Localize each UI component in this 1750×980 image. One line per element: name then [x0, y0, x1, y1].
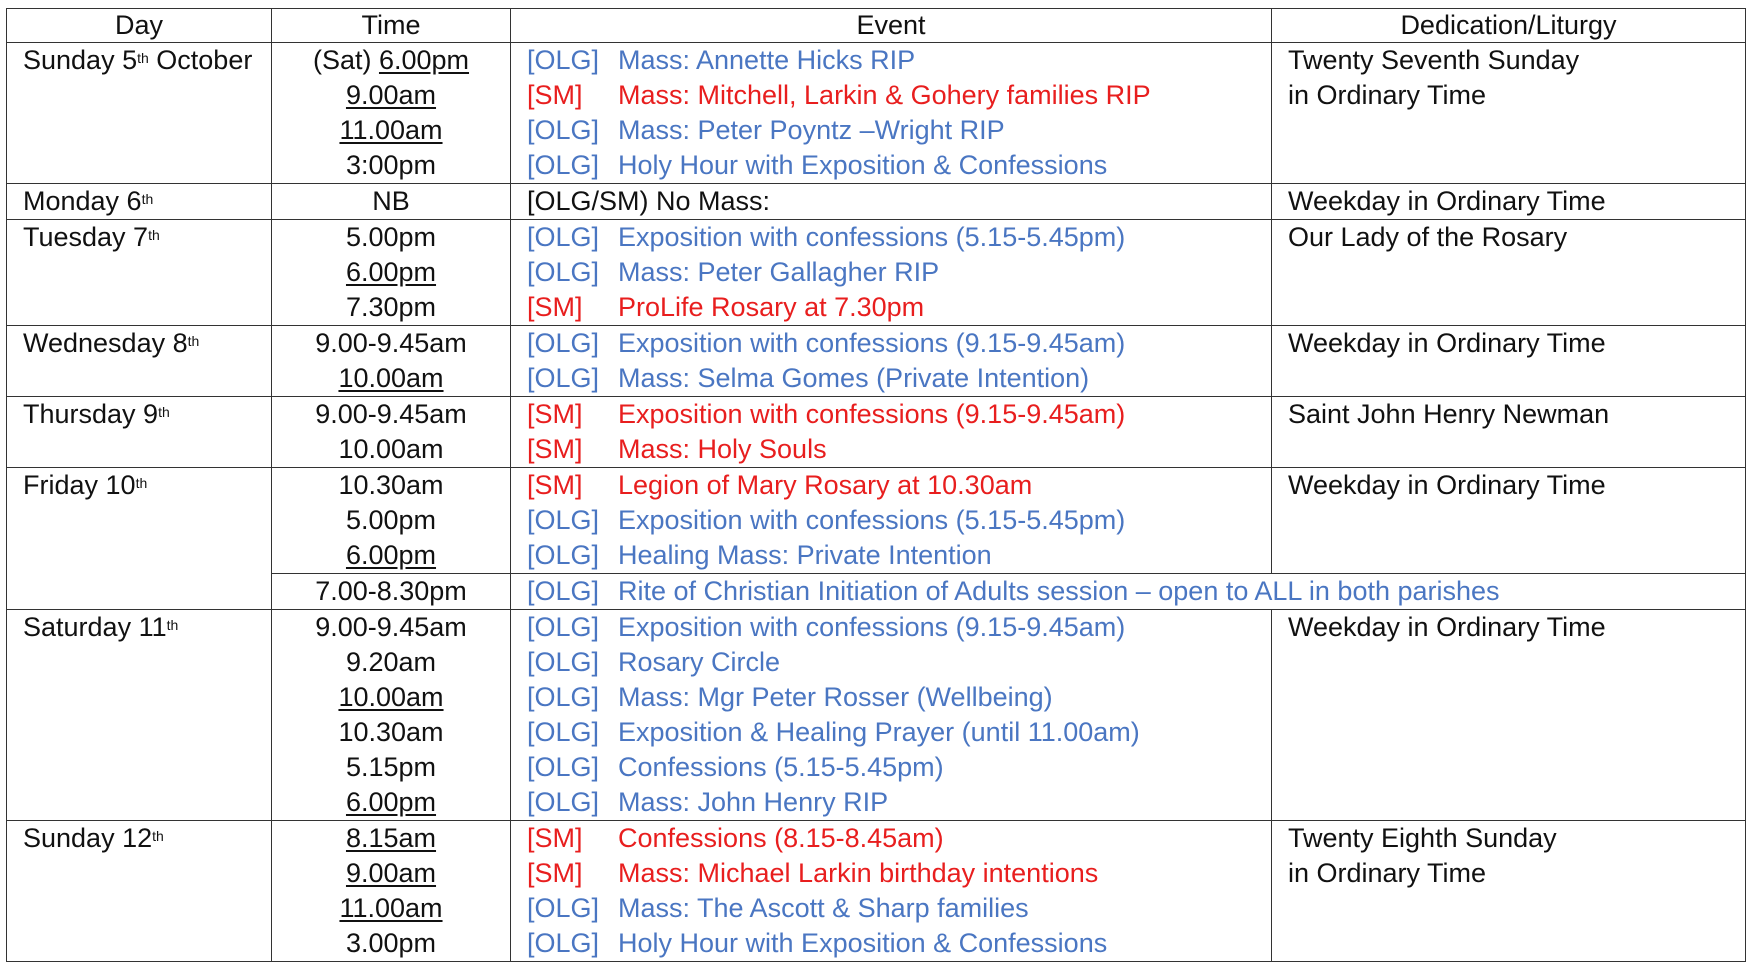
time-value: 6.00pm: [345, 540, 437, 570]
time-line: [272, 538, 510, 573]
parish-tag: [OLG]: [527, 505, 600, 535]
time-value: 7.30pm: [345, 292, 437, 322]
schedule-row: [7, 610, 1746, 821]
time-cell: [272, 397, 511, 468]
day-name: Thursday 9: [23, 399, 159, 429]
event-text: Exposition with confessions (9.15-9.45am): [618, 399, 1126, 429]
dedication-cell: [1272, 821, 1746, 962]
day-label: [23, 220, 271, 255]
time-cell: [272, 43, 511, 184]
time-line: [272, 326, 510, 361]
dedication-cell: [1272, 220, 1746, 326]
event-text: Holy Hour with Exposition & Confessions: [618, 150, 1108, 180]
dedication-cell: [1272, 43, 1746, 184]
parish-tag: [OLG]: [527, 257, 600, 287]
time-value: 10.00am: [338, 434, 444, 464]
event-line: [527, 574, 1745, 609]
day-label: [23, 610, 271, 645]
day-label: [23, 326, 271, 361]
parish-tag: [SM]: [527, 470, 583, 500]
parish-tag: [OLG]: [527, 928, 600, 958]
dedication-cell: [1272, 184, 1746, 220]
event-line: [527, 113, 1271, 148]
header-event: Event: [511, 9, 1272, 43]
schedule-row: [7, 326, 1746, 397]
day-name: Sunday 5: [23, 45, 138, 75]
event-text: Mass: Holy Souls: [618, 434, 827, 464]
time-line: [272, 468, 510, 503]
event-cell: [511, 326, 1272, 397]
parish-tag: [OLG]: [527, 752, 600, 782]
time-line: [272, 361, 510, 396]
dedication-cell: [1272, 610, 1746, 821]
event-text: Mass: Selma Gomes (Private Intention): [618, 363, 1090, 393]
dedication-cell: [1272, 397, 1746, 468]
event-text: Exposition with confessions (5.15-5.45pm): [618, 222, 1126, 252]
event-text: Exposition with confessions (9.15-9.45am): [618, 612, 1126, 642]
dedication-line: Weekday in Ordinary Time: [1288, 328, 1606, 358]
time-cell: [272, 468, 511, 574]
parish-tag: [OLG]: [527, 150, 600, 180]
schedule-row: [7, 468, 1746, 574]
event-text: Holy Hour with Exposition & Confessions: [618, 928, 1108, 958]
parish-tag: [OLG]: [527, 612, 600, 642]
event-text: Exposition with confessions (9.15-9.45am): [618, 328, 1126, 358]
day-cell: [7, 468, 272, 610]
time-value: 5.15pm: [345, 752, 437, 782]
schedule-body: [7, 43, 1746, 962]
parish-tag: [OLG]: [527, 115, 600, 145]
time-value: 3:00pm: [345, 150, 437, 180]
day-ordinal-suffix: th: [187, 333, 200, 349]
day-name: Wednesday 8: [23, 328, 188, 358]
time-cell: [272, 821, 511, 962]
event-line: [527, 856, 1271, 891]
dedication-cell: [1272, 468, 1746, 574]
event-line: [527, 432, 1271, 467]
time-value: 11.00am: [339, 893, 443, 923]
event-cell-wide: [511, 574, 1746, 610]
day-cell: [7, 397, 272, 468]
time-line: [272, 43, 510, 78]
time-value: 5.00pm: [345, 505, 437, 535]
mass-schedule-table: [6, 8, 1746, 962]
day-name: Sunday 12: [23, 823, 153, 853]
time-cell: [272, 326, 511, 397]
time-value: NB: [372, 186, 410, 216]
day-name: Monday 6: [23, 186, 142, 216]
day-name: Saturday 11: [23, 612, 167, 642]
event-line: [527, 715, 1271, 750]
time-line: [272, 856, 510, 891]
dedication-cell: [1272, 326, 1746, 397]
time-line: [272, 715, 510, 750]
time-cell: [272, 184, 511, 220]
event-text: Mass: Peter Poyntz –Wright RIP: [618, 115, 1005, 145]
time-value: 9.00-9.45am: [315, 612, 467, 642]
event-text: Mass: The Ascott & Sharp families: [618, 893, 1029, 923]
event-line: [527, 750, 1271, 785]
event-cell: [511, 821, 1272, 962]
event-line: [527, 891, 1271, 926]
time-value: 9.00-9.45am: [315, 328, 467, 358]
time-value: 11.00am: [339, 115, 443, 145]
event-text: Exposition with confessions (5.15-5.45pm): [618, 505, 1126, 535]
parish-tag: [OLG]: [527, 328, 600, 358]
event-text: [OLG/SM) No Mass:: [527, 186, 771, 216]
event-text: Mass: John Henry RIP: [618, 787, 889, 817]
time-value: 10.00am: [338, 363, 444, 393]
parish-tag: [OLG]: [527, 717, 600, 747]
day-cell: [7, 821, 272, 962]
event-text: Mass: Mitchell, Larkin & Gohery families RIP: [618, 80, 1151, 110]
parish-tag: [SM]: [527, 399, 583, 429]
time-line: [272, 926, 510, 961]
event-line: [527, 680, 1271, 715]
parish-tag: [OLG]: [527, 540, 600, 570]
time-value: 6.00pm: [345, 257, 437, 287]
day-ordinal-suffix: th: [158, 404, 170, 420]
dedication-line: in Ordinary Time: [1288, 80, 1487, 110]
event-text: Mass: Annette Hicks RIP: [618, 45, 916, 75]
time-line: [272, 397, 510, 432]
day-ordinal-suffix: th: [137, 50, 149, 66]
event-text: ProLife Rosary at 7.30pm: [618, 292, 925, 322]
parish-tag: [OLG]: [527, 647, 600, 677]
event-text: Rosary Circle: [618, 647, 781, 677]
schedule-row: [7, 184, 1746, 220]
parish-tag: [SM]: [527, 823, 583, 853]
day-cell: [7, 610, 272, 821]
time-value: 6.00pm: [378, 45, 470, 75]
dedication-line: Our Lady of the Rosary: [1288, 222, 1568, 252]
event-cell: [511, 468, 1272, 574]
event-line: [527, 785, 1271, 820]
parish-tag: [OLG]: [527, 682, 600, 712]
parish-tag: [OLG]: [527, 222, 600, 252]
time-line: [272, 184, 510, 219]
time-value: 3.00pm: [345, 928, 437, 958]
event-line: [527, 290, 1271, 325]
time-line: [272, 785, 510, 820]
dedication-line: Saint John Henry Newman: [1288, 399, 1610, 429]
time-line: [272, 645, 510, 680]
event-text: Mass: Michael Larkin birthday intentions: [618, 858, 1099, 888]
time-line: [272, 255, 510, 290]
event-line: [527, 821, 1271, 856]
parish-tag: [SM]: [527, 292, 583, 322]
event-line: [527, 645, 1271, 680]
day-label: [23, 468, 271, 503]
dedication-line: Weekday in Ordinary Time: [1288, 186, 1606, 216]
time-line: [272, 821, 510, 856]
event-text: Rite of Christian Initiation of Adults session – open to ALL in both parishes: [618, 576, 1500, 606]
time-value: 10.30am: [338, 470, 444, 500]
parish-tag: [OLG]: [527, 576, 600, 606]
time-line: [272, 610, 510, 645]
time-line: [272, 220, 510, 255]
time-line: [272, 574, 510, 609]
parish-tag: [OLG]: [527, 787, 600, 817]
time-line: [272, 503, 510, 538]
time-line: [272, 891, 510, 926]
event-line: [527, 610, 1271, 645]
event-line: [527, 361, 1271, 396]
header-dedication: Dedication/Liturgy: [1272, 9, 1746, 43]
schedule-row: [7, 220, 1746, 326]
time-line: [272, 750, 510, 785]
event-line: [527, 78, 1271, 113]
parish-tag: [SM]: [527, 434, 583, 464]
day-label: [23, 184, 271, 219]
day-ordinal-suffix: th: [141, 191, 154, 207]
event-line: [527, 184, 1271, 219]
parish-tag: [OLG]: [527, 363, 600, 393]
event-text: Mass: Peter Gallagher RIP: [618, 257, 940, 287]
event-text: Exposition & Healing Prayer (until 11.00am): [618, 717, 1140, 747]
time-line: [272, 290, 510, 325]
dedication-line: Twenty Seventh Sunday: [1288, 45, 1580, 75]
event-text: Mass: Mgr Peter Rosser (Wellbeing): [618, 682, 1053, 712]
event-cell: [511, 397, 1272, 468]
time-value: 9.00-9.45am: [315, 399, 467, 429]
time-line: [272, 148, 510, 183]
time-value: 8.15am: [345, 823, 437, 853]
time-value: 10.30am: [338, 717, 444, 747]
dedication-line: Weekday in Ordinary Time: [1288, 470, 1606, 500]
day-label: [23, 821, 271, 856]
day-name: Friday 10: [23, 470, 136, 500]
time-line: [272, 680, 510, 715]
event-line: [527, 43, 1271, 78]
event-line: [527, 503, 1271, 538]
time-value: 5.00pm: [345, 222, 437, 252]
time-value: 7.00-8.30pm: [315, 576, 467, 606]
day-ordinal-suffix: th: [152, 828, 164, 844]
event-text: Healing Mass: Private Intention: [618, 540, 992, 570]
time-value: 10.00am: [338, 682, 444, 712]
event-line: [527, 326, 1271, 361]
event-line: [527, 397, 1271, 432]
event-text: Legion of Mary Rosary at 10.30am: [618, 470, 1033, 500]
time-value: 9.00am: [345, 858, 437, 888]
day-label: [23, 397, 271, 432]
dedication-line: in Ordinary Time: [1288, 858, 1487, 888]
time-line: [272, 432, 510, 467]
day-ordinal-suffix: th: [135, 475, 148, 491]
schedule-row: [7, 397, 1746, 468]
day-cell: [7, 184, 272, 220]
event-cell: [511, 610, 1272, 821]
time-value: 6.00pm: [345, 787, 437, 817]
schedule-row: [7, 43, 1746, 184]
day-cell: [7, 43, 272, 184]
time-cell: [272, 220, 511, 326]
event-cell: [511, 184, 1272, 220]
parish-tag: [OLG]: [527, 893, 600, 923]
day-cell: [7, 220, 272, 326]
event-line: [527, 148, 1271, 183]
header-row: [7, 9, 1746, 43]
day-label: [23, 43, 271, 78]
event-text: Confessions (5.15-5.45pm): [618, 752, 944, 782]
time-line: [272, 113, 510, 148]
schedule-row: [7, 821, 1746, 962]
header-time: Time: [272, 9, 511, 43]
dedication-line: Weekday in Ordinary Time: [1288, 612, 1606, 642]
day-ordinal-suffix: th: [166, 617, 179, 633]
event-line: [527, 538, 1271, 573]
event-line: [527, 255, 1271, 290]
time-value: 9.00am: [345, 80, 437, 110]
parish-tag: [SM]: [527, 80, 583, 110]
time-prefix: (Sat): [312, 45, 379, 75]
time-value: 9.20am: [345, 647, 437, 677]
day-name: Tuesday 7: [23, 222, 149, 252]
day-month: October: [148, 45, 253, 75]
time-cell: [272, 574, 511, 610]
time-cell: [272, 610, 511, 821]
event-line: [527, 926, 1271, 961]
dedication-line: Twenty Eighth Sunday: [1288, 823, 1557, 853]
parish-tag: [SM]: [527, 858, 583, 888]
day-ordinal-suffix: th: [148, 227, 160, 243]
event-line: [527, 468, 1271, 503]
day-cell: [7, 326, 272, 397]
event-text: Confessions (8.15-8.45am): [618, 823, 944, 853]
event-line: [527, 220, 1271, 255]
header-day: Day: [7, 9, 272, 43]
time-line: [272, 78, 510, 113]
parish-tag: [OLG]: [527, 45, 600, 75]
event-cell: [511, 43, 1272, 184]
event-cell: [511, 220, 1272, 326]
